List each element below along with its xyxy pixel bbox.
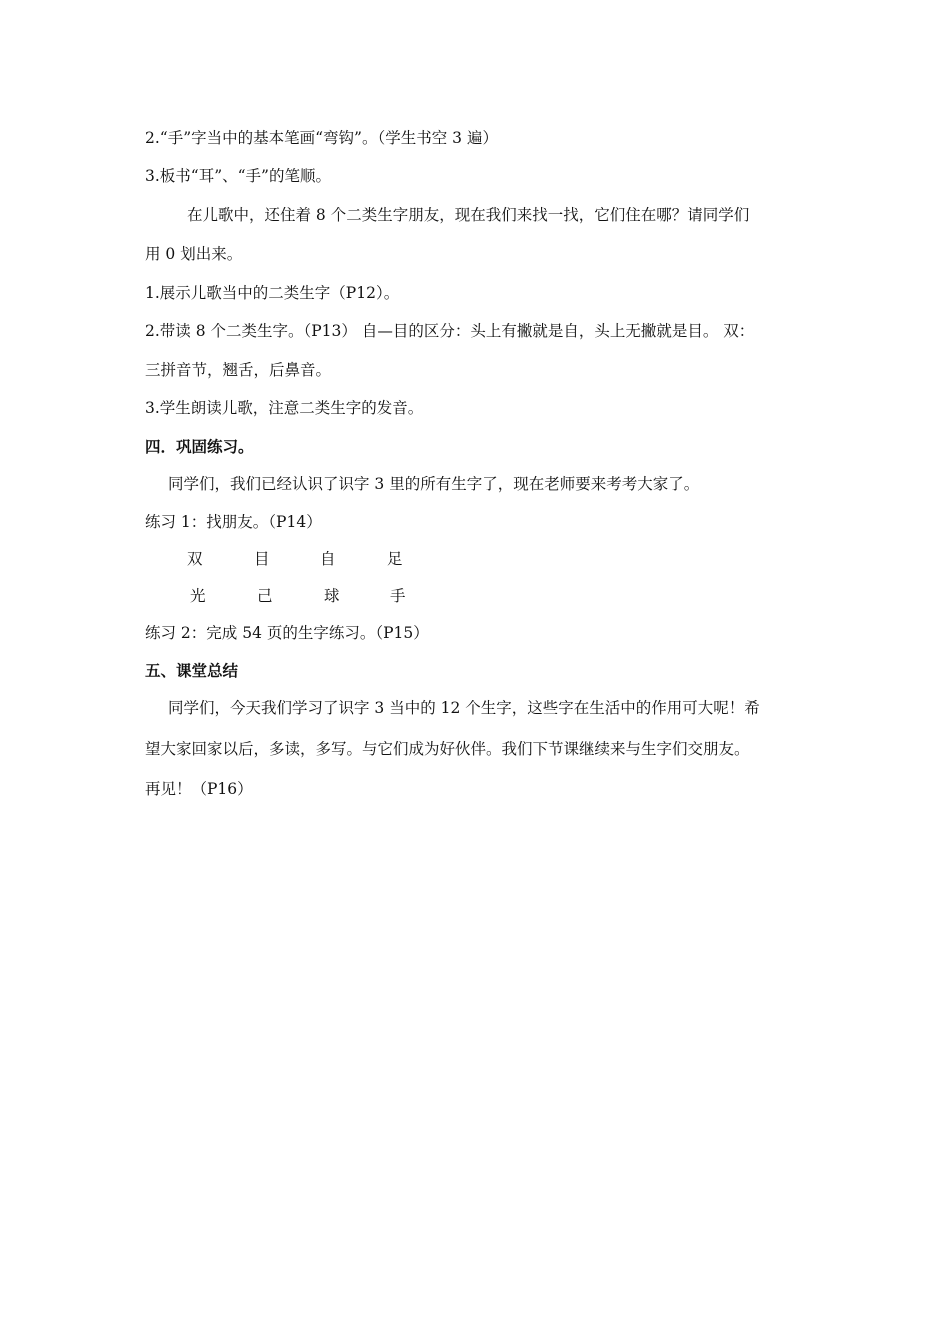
- character: 目: [254, 550, 270, 568]
- section-heading-4: 四．巩固练习。: [145, 437, 254, 456]
- text-line: 1.展示儿歌当中的二类生字（P12）。: [145, 284, 400, 302]
- text-line: 在儿歌中，还住着 8 个二类生字朋友，现在我们来找一找，它们住在哪？请同学们: [187, 206, 750, 224]
- character: 足: [387, 550, 403, 568]
- character: 自: [320, 550, 336, 568]
- section-heading-5: 五、课堂总结: [145, 661, 239, 680]
- text-line: 2.“手”字当中的基本笔画“弯钩”。（学生书空 3 遍）: [145, 129, 498, 147]
- text-line: 2.带读 8 个二类生字。（P13） 自—目的区分：头上有撇就是自，头上无撇就是目。 双：: [145, 322, 755, 340]
- character: 光: [190, 587, 206, 605]
- text-line: 3.学生朗读儿歌，注意二类生字的发音。: [145, 399, 424, 417]
- paragraph: 望大家回家以后，多读，多写。与它们成为好伙伴。我们下节课继续来与生字们交朋友。: [145, 740, 750, 758]
- exercise-1-label: 练习 1：找朋友。（P14）: [145, 513, 322, 531]
- paragraph: 再见！（P16）: [145, 780, 253, 798]
- paragraph: 同学们，今天我们学习了识字 3 当中的 12 个生字，这些字在生活中的作用可大呢！希: [168, 699, 760, 717]
- text-line: 3.板书“耳”、“手”的笔顺。: [145, 167, 331, 185]
- character: 手: [390, 587, 406, 605]
- text-line: 三拼音节，翘舌，后鼻音。: [145, 361, 332, 379]
- character: 双: [187, 550, 203, 568]
- paragraph: 同学们，我们已经认识了识字 3 里的所有生字了，现在老师要来考考大家了。: [168, 475, 700, 493]
- character: 己: [257, 587, 273, 605]
- text-line: 用 0 划出来。: [145, 245, 243, 263]
- exercise-2-label: 练习 2：完成 54 页的生字练习。（P15）: [145, 624, 429, 642]
- character: 球: [324, 587, 340, 605]
